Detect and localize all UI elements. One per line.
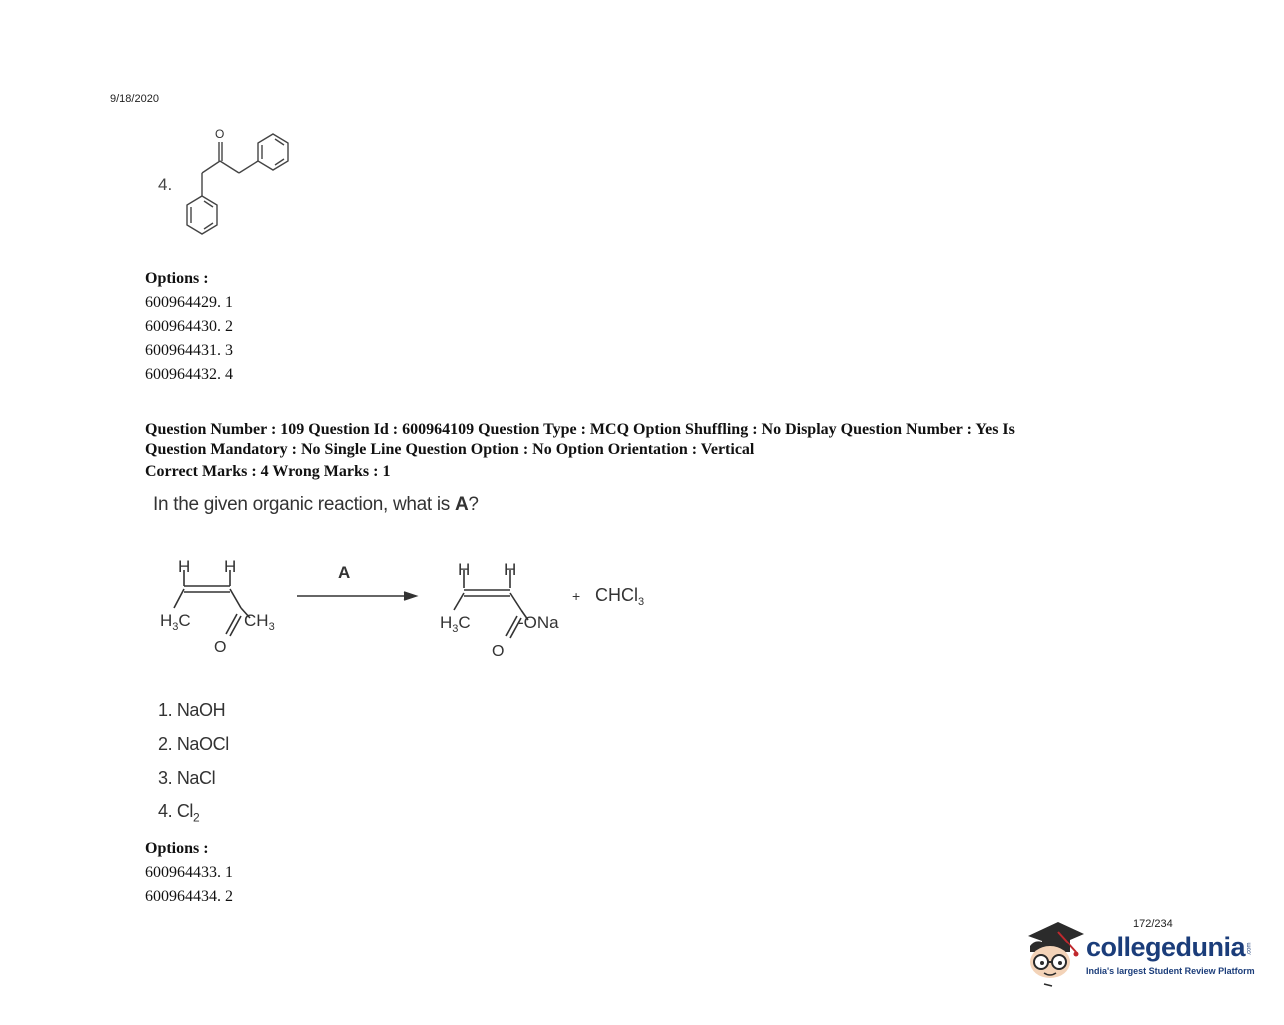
- option-id: 600964434. 2: [145, 888, 233, 905]
- product-h-label: H: [504, 560, 517, 579]
- byproduct-sub: 3: [638, 596, 645, 608]
- answer-choice: [158, 734, 229, 755]
- question-marks: Correct Marks : 4 Wrong Marks : 1: [145, 463, 391, 480]
- options-title: Options :: [145, 840, 209, 857]
- option-id: 600964433. 1: [145, 864, 233, 881]
- question-text: [153, 494, 479, 516]
- question-metadata-line: Question Number : 109 Question Id : 600964109 Question Type : MCQ Option Shuffling : No Display Question Number : Yes Is: [145, 421, 1015, 438]
- reactant-methyl-h: H: [160, 611, 173, 630]
- reactant-methyl-sub: 3: [172, 621, 179, 633]
- reactant-h-label: H: [224, 557, 237, 576]
- reactant-h-label: H: [178, 557, 191, 576]
- reactant-methyl-label: [160, 611, 191, 633]
- option-id: 600964432. 4: [145, 366, 233, 383]
- brand-wordmark: collegedunia: [1086, 932, 1246, 962]
- byproduct-formula: CHCl: [595, 585, 638, 605]
- reactant-oxygen-label: O: [214, 639, 227, 656]
- reaction-scheme: [150, 548, 670, 666]
- question-text-highlight: A: [454, 494, 469, 515]
- byproduct-label: [595, 585, 644, 608]
- question-text-main: In the given organic reaction, what is: [153, 494, 455, 515]
- answer-choice-text: 3. NaCl: [158, 768, 216, 788]
- product-methyl-sub: 3: [452, 623, 459, 635]
- product-h-label: H: [458, 560, 471, 579]
- question-metadata-line: Question Mandatory : No Single Line Question Option : No Option Orientation : Vertical: [145, 441, 755, 458]
- print-date: 9/18/2020: [110, 93, 159, 105]
- answer-choice-text: 4. Cl: [158, 801, 194, 821]
- answer-choice: [158, 801, 199, 825]
- product-methyl-h: H: [440, 613, 453, 632]
- question-metadata: [145, 420, 1125, 460]
- reagent-label: A: [338, 563, 351, 582]
- question-text-end: ?: [468, 494, 479, 515]
- structure-option-number: 4.: [158, 175, 173, 194]
- answer-choice-subscript: 2: [193, 810, 200, 825]
- product-methyl-label: [440, 613, 471, 635]
- page-number: 172/234: [1133, 918, 1173, 930]
- option-id: 600964430. 2: [145, 318, 233, 335]
- answer-choice-text: 1. NaOH: [158, 700, 226, 720]
- reactant-acetyl-label: [244, 611, 275, 633]
- brand-suffix: .com: [1246, 942, 1253, 956]
- reactant-acetyl-sub: 3: [268, 621, 275, 633]
- mascot-logo-icon: [1022, 916, 1086, 988]
- options-title: Options :: [145, 270, 209, 287]
- reactant-methyl-c: C: [178, 611, 191, 630]
- product-ona: ONa: [523, 613, 559, 632]
- answer-choice-text: 2. NaOCl: [158, 734, 229, 754]
- answer-choice: [158, 700, 225, 721]
- dibenzyl-ketone-structure: [175, 118, 295, 263]
- option-id: 600964431. 3: [145, 342, 233, 359]
- option-id: 600964429. 1: [145, 294, 233, 311]
- reactant-acetyl-ch: CH: [244, 611, 269, 630]
- plus-sign: +: [572, 588, 581, 604]
- product-oxygen-label: O: [492, 643, 505, 660]
- carbonyl-oxygen-label: O: [215, 127, 225, 141]
- product-sodium-label: -ONa: [518, 613, 559, 632]
- product-methyl-c: C: [458, 613, 471, 632]
- answer-choice: [158, 768, 215, 789]
- brand-tagline: India's largest Student Review Platform: [1086, 966, 1255, 976]
